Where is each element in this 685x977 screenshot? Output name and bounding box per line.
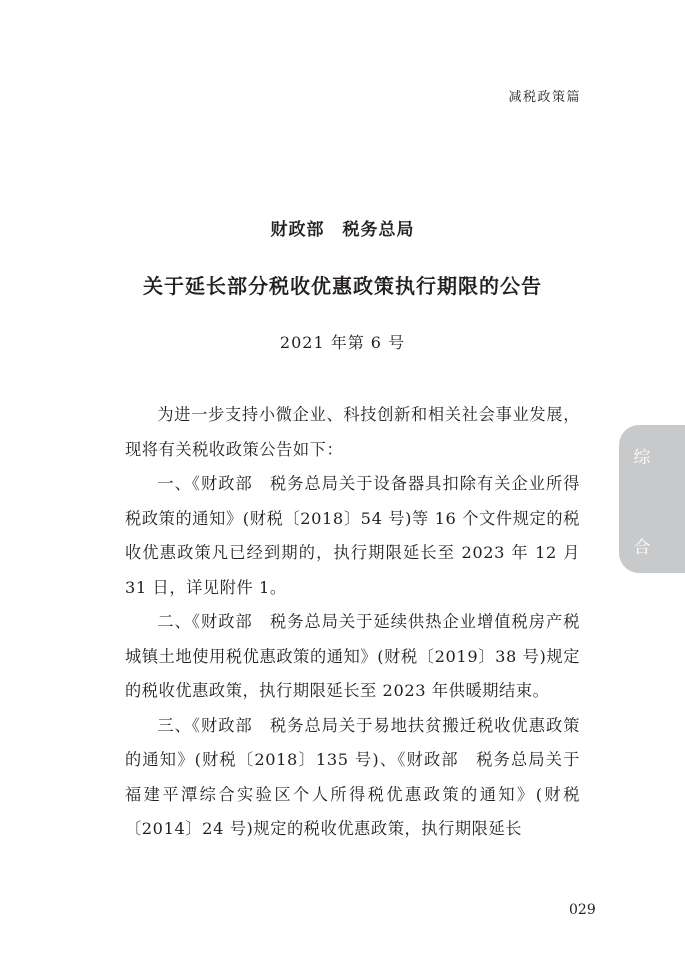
- paragraph-intro: 为进一步支持小微企业、科技创新和相关社会事业发展，现将有关税收政策公告如下：: [125, 405, 580, 459]
- document-number: 2021 年第 6 号: [279, 333, 406, 352]
- paragraph-item-2: 二、《财政部 税务总局关于延续供热企业增值税房产税城镇土地使用税优惠政策的通知》(财税〔2019〕38 号)规定的税收优惠政策，执行期限延长至 2023 年供暖期结束。: [125, 612, 580, 700]
- document-body: [125, 398, 580, 847]
- section-side-tab: [619, 425, 685, 573]
- running-header: 减税政策篇: [508, 90, 581, 105]
- paragraph-item-1: 一、《财政部 税务总局关于设备器具扣除有关企业所得税政策的通知》(财税〔2018〕54 号)等 16 个文件规定的税收优惠政策凡已经到期的，执行期限延长至 2023 年 12 月 31 日，详见附件 1。: [125, 474, 580, 597]
- issuer-line: 财政部 税务总局: [270, 220, 415, 240]
- document-title: 关于延长部分税收优惠政策执行期限的公告: [143, 274, 542, 298]
- side-tab-char-1: 综: [633, 448, 651, 468]
- paragraph-item-3: 三、《财政部 税务总局关于易地扶贫搬迁税收优惠政策的通知》(财税〔2018〕135 号)、《财政部 税务总局关于福建平潭综合实验区个人所得税优惠政策的通知》(财税〔2014〕24 号)规定的税收优惠政策，执行期限延长: [125, 715, 580, 838]
- page-number: 029: [569, 902, 596, 918]
- side-tab-char-2: 合: [633, 538, 651, 558]
